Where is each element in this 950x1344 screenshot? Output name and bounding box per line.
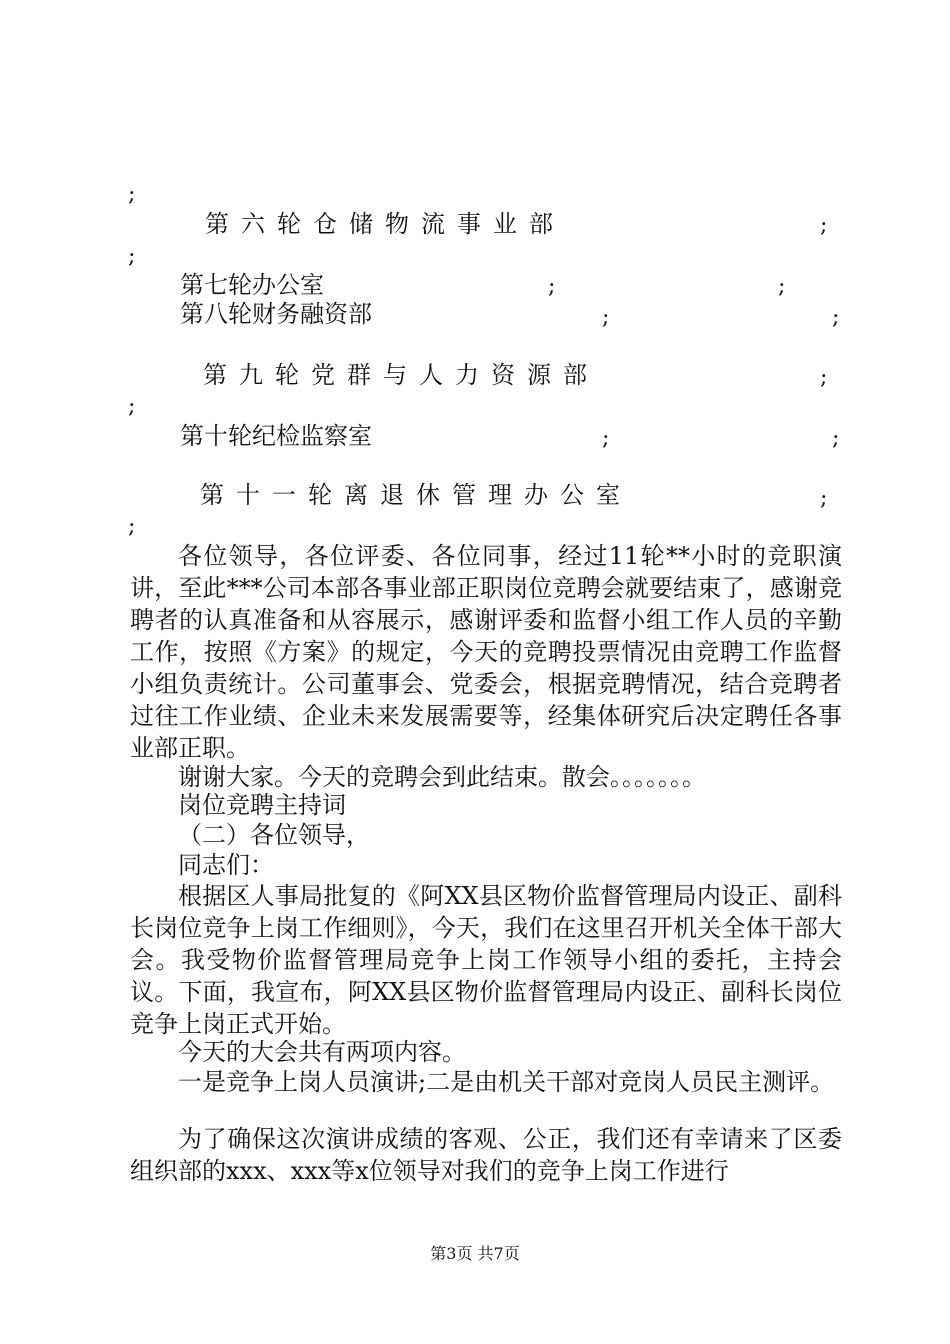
greeting: 同志们： (178, 851, 274, 879)
semicolon: ; (602, 426, 610, 451)
round-nine-label: 第九轮党群与人力资源部 (203, 361, 599, 389)
semicolon: ; (128, 182, 136, 207)
semicolon: ; (602, 305, 610, 330)
semicolon: ; (128, 244, 136, 269)
page-footer: 第3页 共7页 (430, 1244, 520, 1263)
section-subheading: （二）各位领导， (178, 821, 370, 849)
agenda-items: 一是竞争上岗人员演讲;二是由机关干部对竞岗人员民主测评。 (178, 1068, 835, 1096)
semicolon: ; (820, 213, 828, 238)
semicolon: ; (820, 486, 828, 511)
semicolon: ; (128, 394, 136, 419)
intro-paragraph: 根据区人事局批复的《阿XX县区物价监督管理局内设正、副科长岗位竞争上岗工作细则》，今天，我们在这里召开机关全体干部大会。我受物价监督管理局竞争上岗工作领导小组的委托，主持会议。下面，我宣布，阿XX县区物价监督管理局内设正、副科长岗位竞争上岗正式开始。 (130, 882, 842, 1038)
agenda-line: 今天的大会共有两项内容。 (178, 1038, 466, 1066)
semicolon: ; (832, 305, 840, 330)
semicolon: ; (832, 426, 840, 451)
semicolon: ; (128, 514, 136, 539)
judges-paragraph: 为了确保这次演讲成绩的客观、公正，我们还有幸请来了区委组织部的xxx、xxx等x位领导对我们的竞争上岗工作进行 (130, 1125, 842, 1185)
round-ten-label: 第十轮纪检监察室 (180, 422, 372, 450)
round-seven-label: 第七轮办公室 (180, 271, 324, 299)
closing-paragraph: 各位领导，各位评委、各位同事，经过11轮**小时的竞职演讲，至此***公司本部各事业部正职岗位竞聘会就要结束了，感谢竞聘者的认真准备和从容展示，感谢评委和监督小组工作人员的辛勤工作，按照《方案》的规定，今天的竞聘投票情况由竞聘工作监督小组负责统计。公司董事会、党委会，根据竞聘情况，结合竞聘者过往工作业绩、企业未来发展需要等，经集体研究后决定聘任各事业部正职。 (130, 542, 842, 762)
thanks-line: 谢谢大家。今天的竞聘会到此结束。散会。。。。。。。 (178, 763, 706, 791)
round-eight-label: 第八轮财务融资部 (180, 300, 372, 328)
semicolon: ; (820, 365, 828, 390)
section-title: 岗位竞聘主持词 (178, 791, 346, 819)
semicolon: ; (778, 274, 786, 299)
round-six-label: 第六轮仓储物流事业部 (205, 210, 565, 238)
round-eleven-label: 第十一轮离退休管理办公室 (200, 481, 632, 509)
semicolon: ; (548, 274, 556, 299)
